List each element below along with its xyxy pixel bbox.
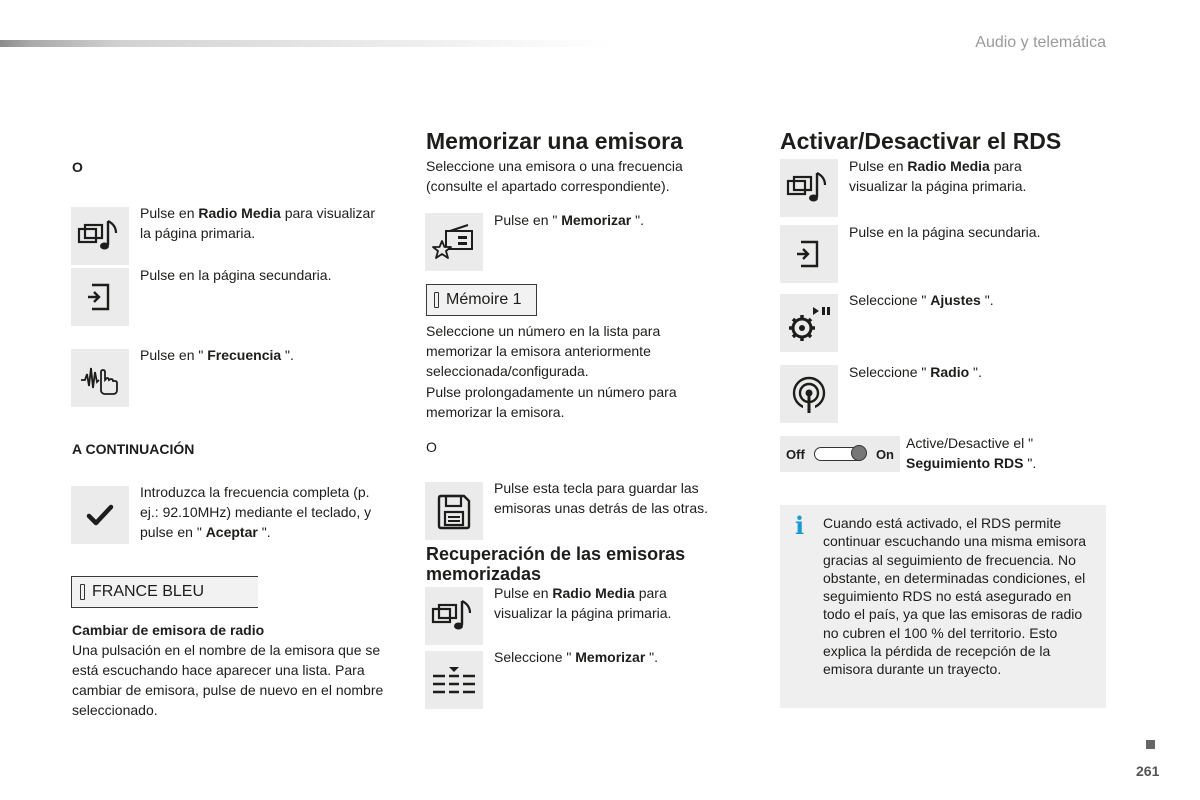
gear-play-icon: [780, 294, 838, 352]
radio-media-icon: [780, 159, 838, 217]
col3-step1-text: Pulse en Radio Media para visualizar la página primaria.: [849, 158, 1027, 194]
col3-step3-text: Seleccione " Ajustes ".: [849, 292, 994, 308]
header-title: Audio y telemática: [975, 34, 1106, 51]
preset-name: Mémoire 1: [446, 291, 522, 308]
secondary-page-icon: [71, 268, 129, 326]
or-label-2: O: [426, 439, 437, 455]
col1-step4-text: Introduzca la frecuencia completa (p. ej.: 92.10MHz) mediante el teclado, y pulse en " Aceptar ".: [140, 484, 372, 540]
col1-step2-text: Pulse en la página secundaria.: [140, 267, 332, 283]
col3-step2-text: Pulse en la página secundaria.: [849, 224, 1041, 240]
radio-antenna-icon: [780, 365, 838, 423]
header-gradient-bar: [0, 40, 610, 47]
info-icon: i: [795, 511, 805, 540]
station-name: FRANCE BLEU: [92, 583, 205, 600]
page-marker: [1146, 740, 1155, 749]
col1-step3-text: Pulse en " Frecuencia ".: [140, 347, 294, 363]
toggle-on-label: On: [875, 446, 894, 462]
col3-step4-text: Seleccione " Radio ".: [849, 364, 982, 380]
col2-para1: Seleccione un número en la lista para memorizar la emisora anteriormente seleccionada/configurada.: [426, 323, 661, 379]
selection-bracket-icon: [80, 584, 85, 600]
memorize-title: Memorizar una emisora: [426, 128, 683, 154]
change-station-heading: Cambiar de emisora de radio: [72, 622, 265, 638]
continuation-heading: A CONTINUACIÓN: [72, 441, 195, 457]
station-display: [71, 576, 258, 608]
selection-bracket-icon: [434, 292, 439, 308]
info-panel: [780, 505, 1106, 708]
frequency-hand-icon: [71, 349, 129, 407]
save-floppy-icon: [425, 482, 483, 540]
col3-step5-text: Active/Desactive el " Seguimiento RDS ".: [906, 435, 1037, 471]
memorize-intro: Seleccione una emisora o una frecuencia (consulte el apartado correspondiente).: [426, 158, 683, 194]
col2-step4-text: Seleccione " Memorizar ".: [494, 649, 659, 665]
toggle-off-label: Off: [786, 446, 805, 462]
change-station-text: Una pulsación en el nombre de la emisora que se está escuchando hace aparecer una lista. Para cambiar de emisora, pulse de nuevo en el nombre seleccionado.: [72, 642, 384, 718]
rds-title: Activar/Desactivar el RDS: [780, 128, 1062, 154]
info-text: Cuando está activado, el RDS permite continuar escuchando una misma emisora gracias al seguimiento de frecuencia. No obstante, en determinadas condiciones, el seguimiento RDS no está asegurado en todo el país, ya que las emisoras de radio no cubren el 100 % del territorio. Esto explica la pérdida de recepción de la emisora durante un trayecto.: [823, 515, 1087, 678]
toggle-track: [814, 447, 866, 461]
rds-toggle-switch[interactable]: [780, 436, 900, 472]
toggle-knob: [851, 445, 867, 461]
list-icon: [425, 651, 483, 709]
col2-para2: Pulse prolongadamente un número para memorizar la emisora.: [426, 384, 677, 420]
radio-media-icon: [71, 207, 129, 265]
recall-subtitle: Recuperación de las emisoras memorizadas: [426, 544, 686, 584]
or-label: O: [72, 159, 83, 175]
memorize-star-icon: [425, 213, 483, 271]
col1-step1-text: Pulse en Radio Media para visualizar la página primaria.: [140, 205, 375, 241]
checkmark-icon: [71, 486, 129, 544]
page-number: 261: [1136, 763, 1160, 779]
secondary-page-icon: [780, 225, 838, 283]
col2-step1-text: Pulse en " Memorizar ".: [494, 212, 645, 228]
col2-step3-text: Pulse en Radio Media para visualizar la página primaria.: [494, 585, 672, 621]
preset-display: [426, 284, 537, 316]
col2-step2-text: Pulse esta tecla para guardar las emisoras unas detrás de las otras.: [494, 480, 708, 516]
radio-media-icon: [425, 587, 483, 645]
